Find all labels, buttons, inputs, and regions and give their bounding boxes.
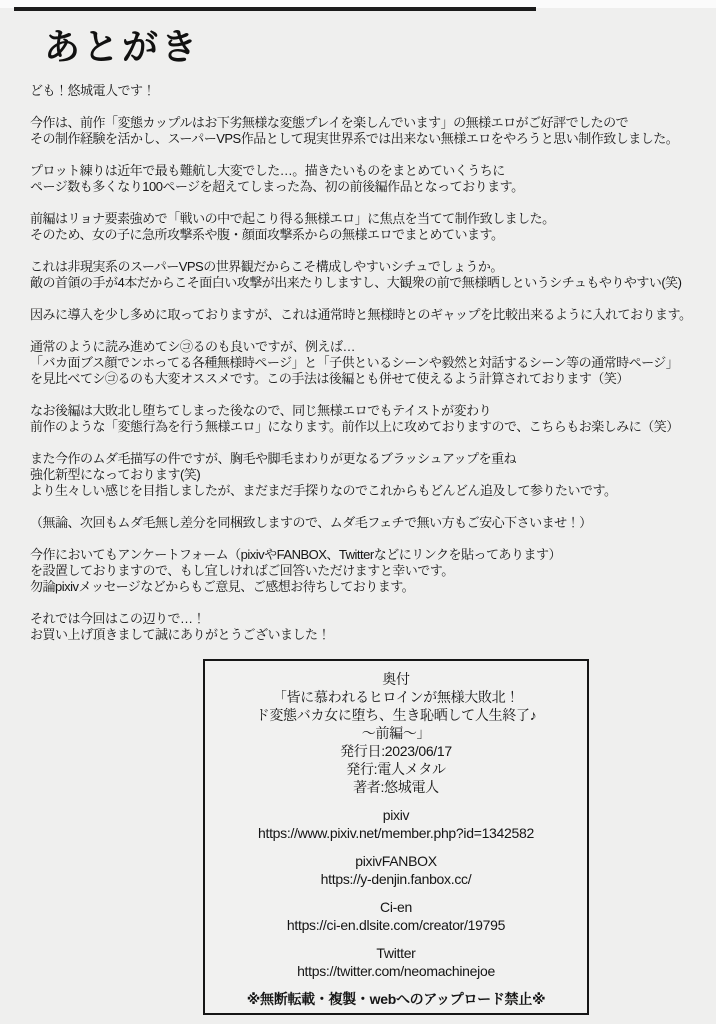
link-url: https://ci-en.dlsite.com/creator/19795: [286, 917, 506, 933]
link-group: [205, 898, 587, 934]
paragraph-line: を見比べてシ㋙るのも大変オススメです。この手法は後編とも併せて使えるよう計算されております（笑）: [30, 371, 629, 386]
work-title-line: 「皆に慕われるヒロインが無様大敗北！: [272, 689, 520, 705]
afterword-paragraphs: [30, 115, 712, 643]
paragraph: [30, 211, 712, 243]
paragraph-line: 今作においてもアンケートフォーム（pixivやFANBOX、Twitterなどにリンクを貼ってあります）: [30, 547, 561, 562]
page-title: あとがき: [44, 26, 201, 67]
paragraph-line: 強化新型になっております(笑): [30, 467, 201, 482]
paragraph-line: これは非現実系のスーパーVPSの世界観だからこそ構成しやすいシチュでしょうか。: [30, 259, 503, 274]
paragraph: [30, 611, 712, 643]
paragraph-line: また今作のムダ毛描写の件ですが、胸毛や脚毛まわりが更なるブラッシュアップを重ね: [30, 451, 517, 466]
paragraph-line: そのため、女の子に急所攻撃系や腹・顔面攻撃系からの無様エロでまとめています。: [30, 227, 504, 242]
link-group: [205, 944, 587, 980]
paragraph-line: なお後編は大敗北し堕ちてしまった後なので、同じ無様エロでもテイストが変わり: [30, 403, 492, 418]
paragraph-line: （無論、次回もムダ毛無し差分を同梱致しますので、ムダ毛フェチで無い方もご安心下さいませ！）: [30, 515, 592, 530]
paragraph-line: 前編はリョナ要素強めで「戦いの中で起こり得る無様エロ」に焦点を当てて制作致しました。: [30, 211, 555, 226]
link-label: pixivFANBOX: [355, 853, 437, 869]
paragraph-line: お買い上げ頂きまして誠にありがとうございました！: [30, 627, 331, 642]
author: 著者:悠城電人: [353, 779, 439, 795]
paragraph-line: 通常のように読み進めてシ㋙るのも良いですが、例えば…: [30, 339, 356, 354]
paragraph-line: その制作経験を活かし、スーパーVPS作品として現実世界系では出来ない無様エロをやろうと思い制作致しました。: [30, 131, 679, 146]
paragraph-line: 前作のような「変態行為を行う無様エロ」になります。前作以上に攻めておりますので、こちらもお楽しみに（笑）: [30, 419, 679, 434]
link-url: https://www.pixiv.net/member.php?id=1342582: [258, 825, 534, 841]
link-url: https://y-denjin.fanbox.cc/: [320, 871, 472, 887]
paragraph-line: 「バカ面ブス顔でンホってる各種無様時ページ」と「子供といるシーンや毅然と対話するシーン等の通常時ページ」: [30, 355, 679, 370]
paragraph: [30, 163, 712, 195]
paragraph-line: を設置しておりますので、もし宜しければご回答いただけますと幸いです。: [30, 563, 454, 578]
paragraph: [30, 115, 712, 147]
paragraph: [30, 451, 712, 499]
link-url: https://twitter.com/neomachinejoe: [297, 963, 495, 979]
link-group: [205, 852, 587, 888]
paragraph-line: 因みに導入を少し多めに取っておりますが、これは通常時と無様時とのギャップを比較出来るように入れております。: [30, 307, 692, 322]
paragraph: [30, 339, 712, 387]
paragraph-line: 勿論pixivメッセージなどからもご意見、ご感想お待ちしております。: [30, 579, 415, 594]
paragraph: [30, 515, 712, 531]
paragraph: [30, 403, 712, 435]
paragraph-line: それでは今回はこの辺りで…！: [30, 611, 206, 626]
paragraph: [30, 307, 712, 323]
publisher: 発行:電人メタル: [346, 761, 446, 777]
work-title-line: ド変態バカ女に堕ち、生き恥晒して人生終了♪: [255, 707, 537, 723]
colophon-heading: 奥付: [382, 671, 410, 687]
paragraph-line: ページ数も多くなり100ページを超えてしまった為、初の前後編作品となっております。: [30, 179, 524, 194]
link-group: [205, 806, 587, 842]
paragraph-line: 敵の首領の手が4本だからこそ面白い攻撃が出来たりしますし、大観衆の前で無様晒しというシチュもやりやすい(笑): [30, 275, 682, 290]
colophon-box: [203, 659, 589, 1015]
colophon-links: [205, 806, 587, 980]
paragraph-line: 今作は、前作「変態カップルはお下劣無様な変態プレイを楽しんでいます」の無様エロがご好評でしたので: [30, 115, 629, 130]
greeting-text: ども！悠城電人です！: [30, 83, 156, 98]
paragraph-line: より生々しい感じを目指しましたが、まだまだ手探りなのでこれからもどんどん追及して参りたいです。: [30, 483, 617, 498]
work-title-line: ～前編～」: [361, 725, 431, 741]
link-label: pixiv: [382, 807, 410, 823]
reproduction-notice: ※無断転載・複製・webへのアップロード禁止※: [246, 991, 546, 1007]
link-label: Twitter: [376, 945, 416, 961]
link-label: Ci-en: [380, 899, 412, 915]
paragraph: [30, 547, 712, 595]
work-title: [205, 688, 587, 742]
paragraph: [30, 259, 712, 291]
paragraph-line: プロット練りは近年で最も難航し大変でした…。描きたいものをまとめていくうちに: [30, 163, 505, 178]
publish-date: 発行日:2023/06/17: [340, 743, 452, 759]
